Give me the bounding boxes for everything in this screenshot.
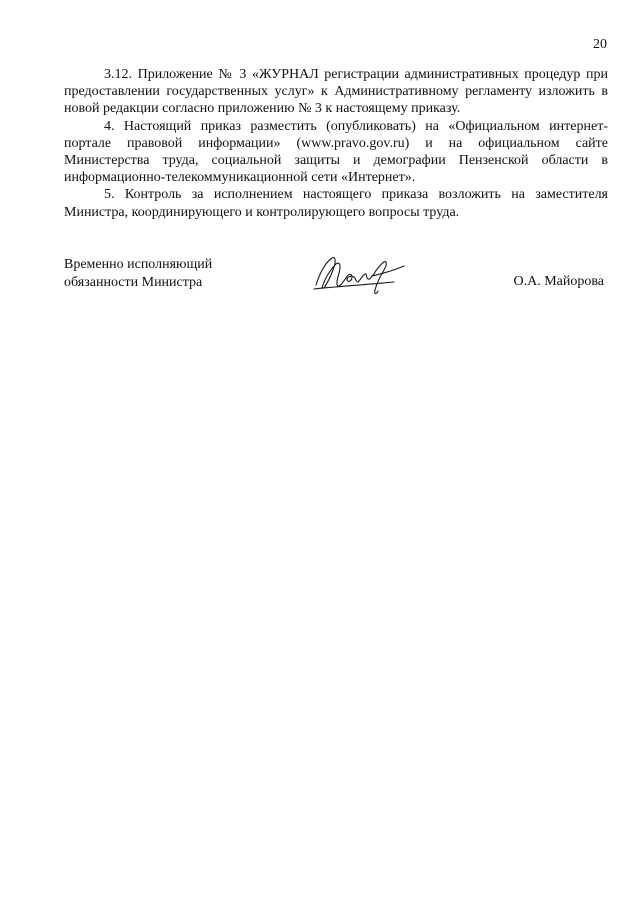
handwritten-signature (312, 252, 408, 298)
document-body (64, 66, 608, 221)
paragraph-3-12: 3.12. Приложение № 3 «ЖУРНАЛ регистрации административных процедур при предоставлении государственных услуг» к Административному регламенту изложить в новой редакции согласно приложению № 3 к настоящему приказу. (64, 67, 608, 117)
signatory-position-line-1: Временно исполняющий (64, 257, 213, 272)
signatory-position (64, 256, 212, 291)
signatory-position-line-2: обязанности Министра (64, 274, 203, 290)
paragraph-4: 4. Настоящий приказ разместить (опубликовать) на «Официальном интернет-портале правовой информации» (www.pravo.gov.ru) и на официальном сайте Министерства труда, социальной защиты и демографии Пензенской области в информационно-телекоммуникационной сети «Интернет». (64, 118, 608, 186)
signatory-name: О.А. Майорова (513, 274, 604, 289)
page-number: 20 (593, 37, 607, 52)
paragraph-5: 5. Контроль за исполнением настоящего приказа возложить на заместителя Министра, координирующего и контролирующего вопросы труда. (64, 187, 608, 220)
